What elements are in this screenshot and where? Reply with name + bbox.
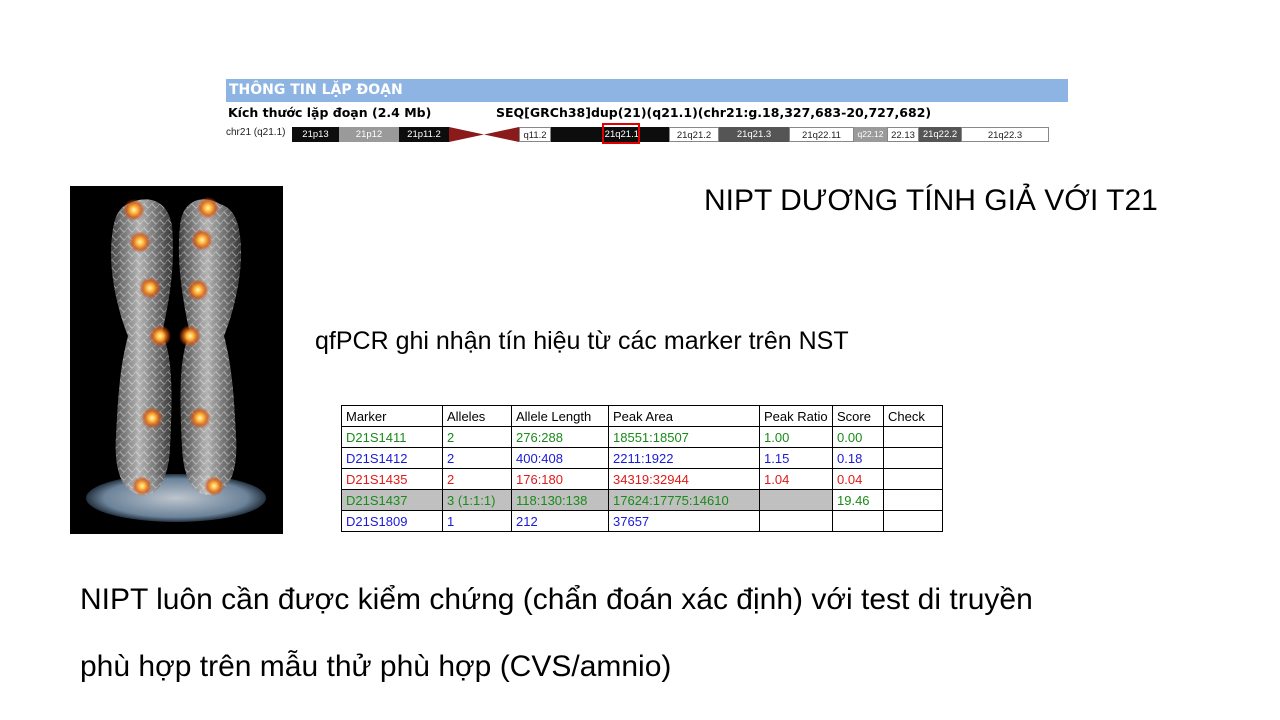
band-21q22-2: 21q22.2	[919, 127, 961, 142]
ideogram-chr-label: chr21 (q21.1)	[226, 127, 286, 138]
cell-marker: D21S1411	[342, 427, 443, 448]
band-21p11-2: 21p11.2	[399, 127, 449, 142]
cell-peak-ratio	[760, 490, 833, 511]
header-check: Check	[884, 406, 943, 427]
cell-check	[884, 511, 943, 532]
band-22-13: 22.13	[887, 127, 919, 142]
cell-allele-length: 400:408	[512, 448, 609, 469]
cell-check	[884, 448, 943, 469]
banner-info-row	[226, 102, 1068, 124]
cell-peak-area: 18551:18507	[609, 427, 760, 448]
qfpcr-results-table	[341, 405, 943, 532]
qfpcr-subtitle: qfPCR ghi nhận tín hiệu từ các marker trên NST	[315, 327, 849, 355]
cell-score: 0.04	[833, 469, 884, 490]
table-row	[342, 469, 943, 490]
cell-peak-area: 34319:32944	[609, 469, 760, 490]
cell-score: 0.18	[833, 448, 884, 469]
cell-peak-area: 17624:17775:14610	[609, 490, 760, 511]
band-21q22-3: 21q22.3	[961, 127, 1049, 142]
cell-alleles: 3 (1:1:1)	[443, 490, 512, 511]
cell-marker: D21S1412	[342, 448, 443, 469]
band-21p12: 21p12	[339, 127, 399, 142]
header-alleles: Alleles	[443, 406, 512, 427]
cell-check	[884, 490, 943, 511]
header-score: Score	[833, 406, 884, 427]
header-allele-length: Allele Length	[512, 406, 609, 427]
band-q11-2: q11.2	[519, 127, 551, 142]
table-row	[342, 427, 943, 448]
cell-alleles: 2	[443, 427, 512, 448]
header-peak-ratio: Peak Ratio	[760, 406, 833, 427]
cell-allele-length: 276:288	[512, 427, 609, 448]
table-row	[342, 511, 943, 532]
cell-alleles: 2	[443, 469, 512, 490]
cell-peak-ratio: 1.15	[760, 448, 833, 469]
cell-alleles: 2	[443, 448, 512, 469]
cell-peak-area: 37657	[609, 511, 760, 532]
slide-title: NIPT DƯƠNG TÍNH GIẢ VỚI T21	[704, 184, 1158, 217]
cell-allele-length: 176:180	[512, 469, 609, 490]
highlight-box-21q21-1	[602, 123, 640, 144]
header-marker: Marker	[342, 406, 443, 427]
chromosome-image	[70, 186, 283, 534]
table-row	[342, 490, 943, 511]
cell-peak-ratio: 1.04	[760, 469, 833, 490]
centromere-shape	[449, 127, 519, 142]
header-peak-area: Peak Area	[609, 406, 760, 427]
cell-peak-ratio	[760, 511, 833, 532]
cell-peak-area: 2211:1922	[609, 448, 760, 469]
chromosome-ideogram	[226, 124, 1068, 144]
cell-score: 19.46	[833, 490, 884, 511]
cell-marker: D21S1435	[342, 469, 443, 490]
table-header-row	[342, 406, 943, 427]
band-21q21-1: 21q21.1	[551, 127, 669, 142]
cell-score: 0.00	[833, 427, 884, 448]
band-q22-12: q22.12	[854, 127, 887, 142]
band-21q21-3: 21q21.3	[719, 127, 789, 142]
cell-marker: D21S1437	[342, 490, 443, 511]
band-21q21-2: 21q21.2	[669, 127, 719, 142]
cell-allele-length: 212	[512, 511, 609, 532]
cell-score	[833, 511, 884, 532]
conclusion-line-2: phù hợp trên mẫu thử phù hợp (CVS/amnio)	[80, 650, 672, 683]
duplication-info-banner	[226, 79, 1068, 144]
cell-peak-ratio: 1.00	[760, 427, 833, 448]
banner-title: THÔNG TIN LẶP ĐOẠN	[226, 79, 1068, 102]
band-21p13: 21p13	[292, 127, 339, 142]
cell-allele-length: 118:130:138	[512, 490, 609, 511]
chromosome-illustration	[70, 186, 283, 534]
table-row	[342, 448, 943, 469]
conclusion-line-1: NIPT luôn cần được kiểm chứng (chẩn đoán xác định) với test di truyền	[80, 583, 1033, 616]
band-21q22-11: 21q22.11	[789, 127, 854, 142]
duplication-size-label: Kích thước lặp đoạn (2.4 Mb)	[228, 105, 432, 120]
sequence-notation: SEQ[GRCh38]dup(21)(q21.1)(chr21:g.18,327,683-20,727,682)	[496, 105, 932, 120]
cell-check	[884, 469, 943, 490]
cell-alleles: 1	[443, 511, 512, 532]
cell-marker: D21S1809	[342, 511, 443, 532]
cell-check	[884, 427, 943, 448]
